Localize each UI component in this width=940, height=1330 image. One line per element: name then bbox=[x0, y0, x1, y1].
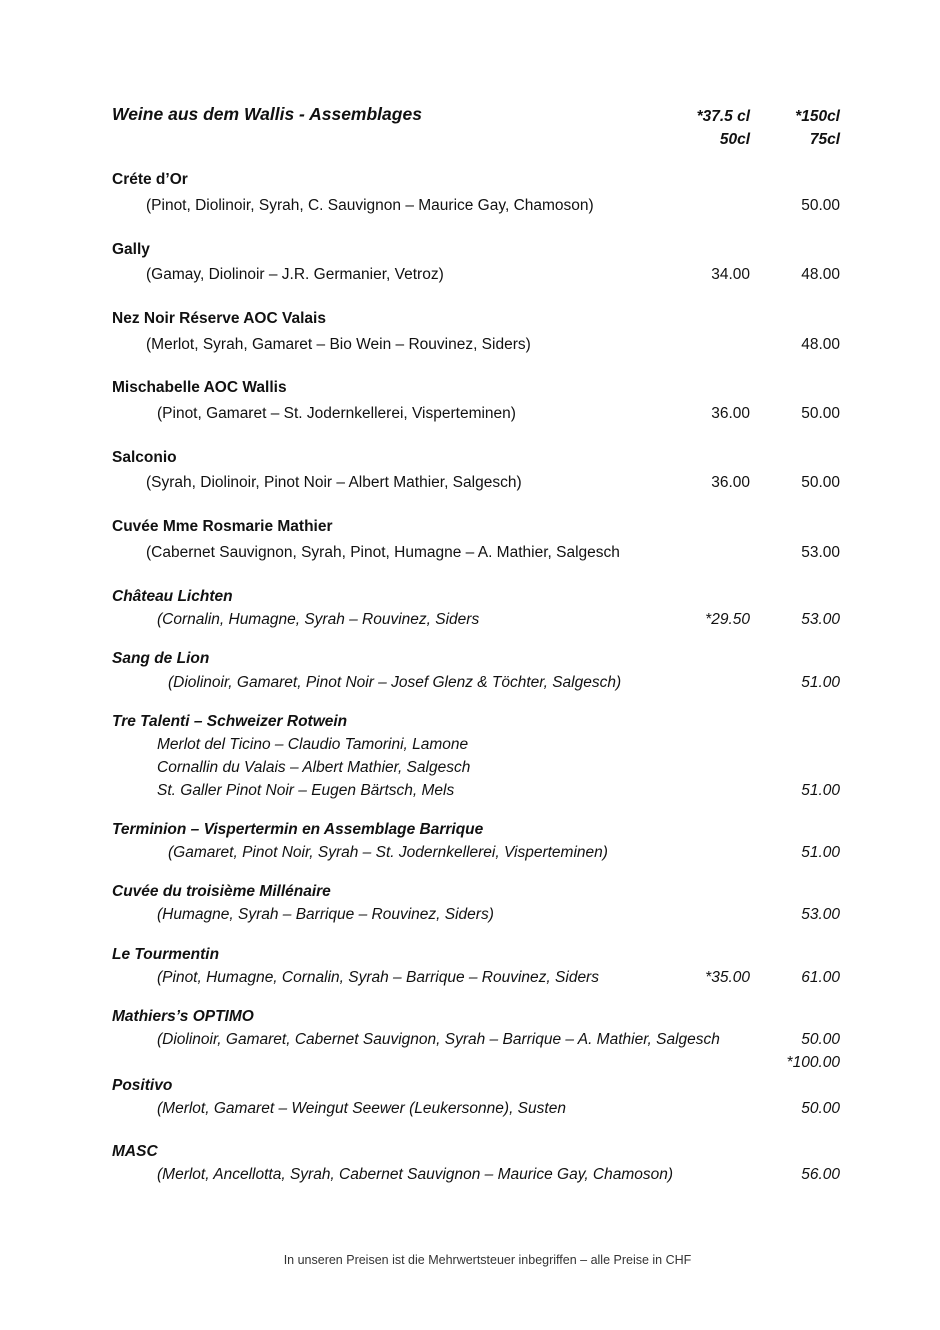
footer-note: In unseren Preisen ist die Mehrwertsteuer inbegriffen – alle Preise in CHF bbox=[283, 1253, 692, 1267]
wine-price-50cl: 34.00 bbox=[711, 266, 750, 283]
wine-name: Cuvée du troisième Millénaire bbox=[112, 883, 331, 900]
wine-name: Mischabelle AOC Wallis bbox=[112, 379, 287, 396]
wine-description: (Pinot, Humagne, Cornalin, Syrah – Barrique – Rouvinez, Siders bbox=[157, 969, 599, 986]
column-header-large-line2: 75cl bbox=[809, 131, 840, 148]
wine-name: Tre Talenti – Schweizer Rotwein bbox=[112, 713, 348, 730]
wine-price-75cl: 50.00 bbox=[801, 1100, 840, 1117]
wine-name: Le Tourmentin bbox=[112, 946, 220, 963]
wine-name: Terminion – Vispertermin en Assemblage Barrique bbox=[112, 821, 484, 838]
wine-name: Château Lichten bbox=[112, 588, 233, 605]
wine-price-75cl: 53.00 bbox=[801, 906, 840, 923]
wine-price-magnum: *100.00 bbox=[786, 1054, 840, 1071]
wine-price-50cl: *35.00 bbox=[705, 969, 750, 986]
wine-name: Cuvée Mme Rosmarie Mathier bbox=[112, 518, 333, 535]
wine-description-line2: Cornallin du Valais – Albert Mathier, Salgesch bbox=[157, 759, 471, 776]
wine-description: (Cabernet Sauvignon, Syrah, Pinot, Humagne – A. Mathier, Salgesch bbox=[146, 544, 620, 561]
wine-price-50cl: 36.00 bbox=[711, 405, 750, 422]
wine-price-50cl: *29.50 bbox=[705, 611, 750, 628]
wine-name: Mathiers’s OPTIMO bbox=[112, 1008, 254, 1025]
wine-description: (Pinot, Diolinoir, Syrah, C. Sauvignon – Maurice Gay, Chamoson) bbox=[146, 197, 594, 214]
wine-description: (Merlot, Gamaret – Weingut Seewer (Leukersonne), Susten bbox=[157, 1100, 566, 1117]
wine-description: (Cornalin, Humagne, Syrah – Rouvinez, Siders bbox=[157, 611, 480, 628]
wine-price-75cl: 48.00 bbox=[801, 266, 840, 283]
wine-description: (Merlot, Ancellotta, Syrah, Cabernet Sauvignon – Maurice Gay, Chamoson) bbox=[157, 1166, 674, 1183]
wine-price-75cl: 48.00 bbox=[801, 336, 840, 353]
wine-description-line3: St. Galler Pinot Noir – Eugen Bärtsch, Mels bbox=[157, 782, 455, 799]
wine-price-75cl: 53.00 bbox=[801, 544, 840, 561]
wine-price-75cl: 50.00 bbox=[801, 405, 840, 422]
wine-description-line1: Merlot del Ticino – Claudio Tamorini, Lamone bbox=[157, 736, 469, 753]
wine-price-75cl: 51.00 bbox=[801, 674, 840, 691]
wine-name: Sang de Lion bbox=[112, 650, 210, 667]
wine-name: Positivo bbox=[112, 1077, 173, 1094]
wine-price-75cl: 53.00 bbox=[801, 611, 840, 628]
wine-name: Créte d’Or bbox=[112, 171, 188, 188]
wine-name: Gally bbox=[112, 241, 150, 258]
wine-price-75cl: 50.00 bbox=[801, 474, 840, 491]
column-header-large-line1: *150cl bbox=[795, 108, 840, 125]
wine-name: MASC bbox=[112, 1143, 158, 1160]
wine-price-75cl: 50.00 bbox=[801, 197, 840, 214]
column-header-small-bottle bbox=[697, 105, 750, 151]
wine-description: (Syrah, Diolinoir, Pinot Noir – Albert Mathier, Salgesch) bbox=[146, 474, 522, 491]
wine-description: (Gamaret, Pinot Noir, Syrah – St. Jodernkellerei, Visperteminen) bbox=[168, 844, 608, 861]
page-title: Weine aus dem Wallis - Assemblages bbox=[112, 104, 422, 124]
wine-name: Salconio bbox=[112, 449, 177, 466]
column-header-large-bottle bbox=[795, 105, 840, 151]
wine-price-50cl: 36.00 bbox=[711, 474, 750, 491]
wine-description: (Humagne, Syrah – Barrique – Rouvinez, Siders) bbox=[157, 906, 494, 923]
wine-price-75cl: 51.00 bbox=[801, 844, 840, 861]
wine-price-75cl: 61.00 bbox=[801, 969, 840, 986]
wine-description: (Diolinoir, Gamaret, Cabernet Sauvignon, Syrah – Barrique – A. Mathier, Salgesch bbox=[157, 1031, 720, 1048]
wine-description: (Diolinoir, Gamaret, Pinot Noir – Josef Glenz & Töchter, Salgesch) bbox=[168, 674, 622, 691]
wine-price-75cl: 56.00 bbox=[801, 1166, 840, 1183]
wine-price-75cl: 51.00 bbox=[801, 782, 840, 799]
column-header-small-line2: 50cl bbox=[719, 131, 750, 148]
column-header-small-line1: *37.5 cl bbox=[696, 108, 750, 125]
wine-description: (Merlot, Syrah, Gamaret – Bio Wein – Rouvinez, Siders) bbox=[146, 336, 531, 353]
wine-description: (Pinot, Gamaret – St. Jodernkellerei, Visperteminen) bbox=[157, 405, 516, 422]
wine-description: (Gamay, Diolinoir – J.R. Germanier, Vetroz) bbox=[146, 266, 444, 283]
wine-name: Nez Noir Réserve AOC Valais bbox=[112, 310, 326, 327]
wine-price-75cl: 50.00 bbox=[801, 1031, 840, 1048]
